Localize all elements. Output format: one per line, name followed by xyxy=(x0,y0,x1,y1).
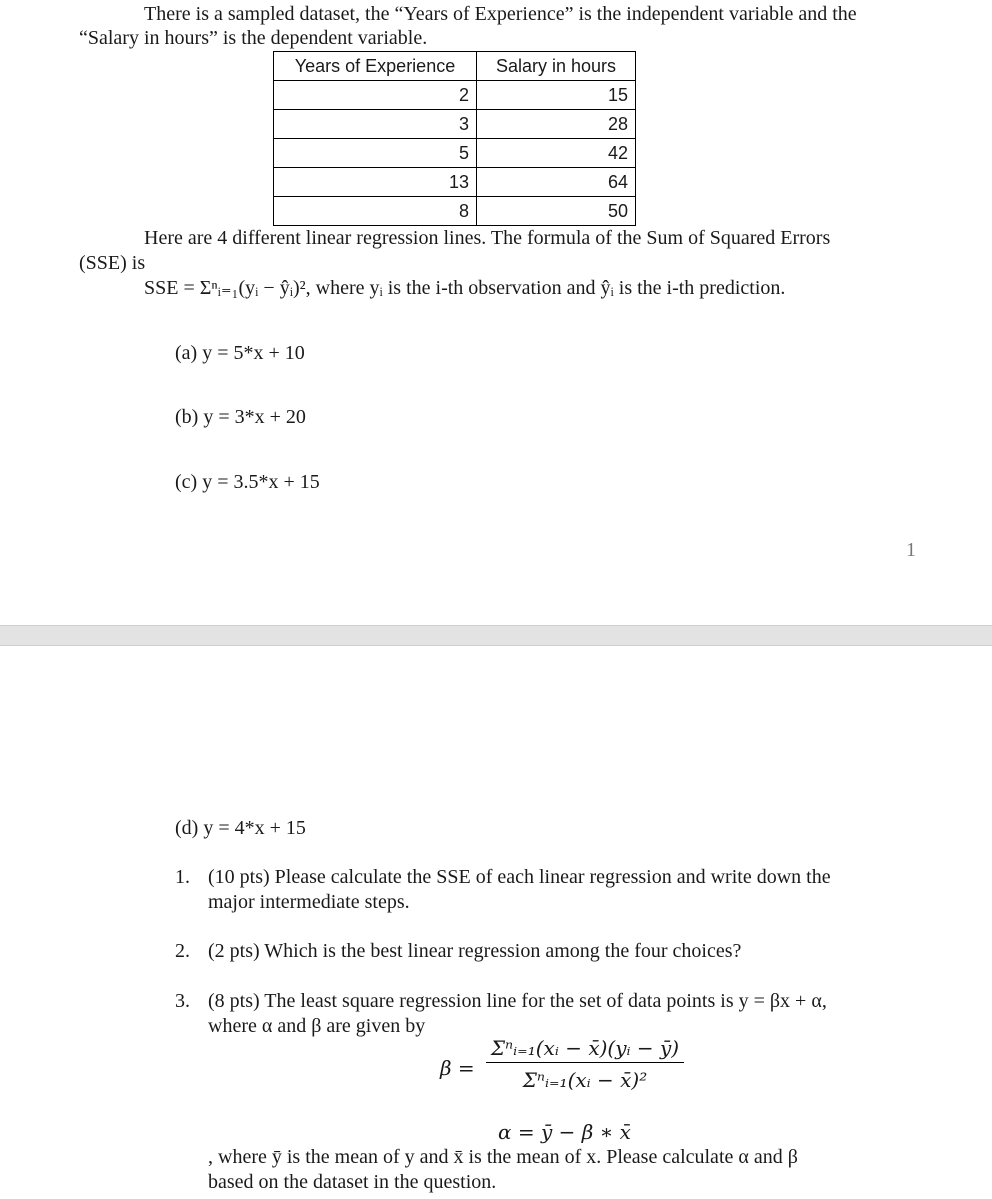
table-cell-years: 2 xyxy=(274,81,477,110)
table-cell-years: 3 xyxy=(274,110,477,139)
page-number: 1 xyxy=(906,539,916,561)
sse-formula: SSE = Σⁿᵢ₌₁(yᵢ − ŷᵢ)², where yᵢ is the i-th observation and ŷᵢ is the i-th prediction. xyxy=(144,277,786,299)
question-2-line-1: (2 pts) Which is the best linear regression among the four choices? xyxy=(208,940,742,962)
question-3-line-3: , where ȳ is the mean of y and x̄ is the mean of x. Please calculate α and β xyxy=(208,1146,798,1168)
option-d: (d) y = 4*x + 15 xyxy=(175,817,306,839)
beta-denominator: Σⁿᵢ₌₁(xᵢ − x̄)² xyxy=(522,1068,648,1092)
question-1-number: 1. xyxy=(175,866,190,888)
regression-intro-line-2: (SSE) is xyxy=(79,252,146,274)
beta-lhs: β = xyxy=(440,1056,475,1080)
table-row xyxy=(274,139,636,168)
table-cell-salary: 42 xyxy=(477,139,636,168)
document-page-2 xyxy=(0,646,992,1199)
question-3-line-1: (8 pts) The least square regression line for the set of data points is y = βx + α, xyxy=(208,990,827,1012)
option-c: (c) y = 3.5*x + 15 xyxy=(175,471,320,493)
intro-line-2: “Salary in hours” is the dependent variable. xyxy=(79,27,428,49)
table-row xyxy=(274,110,636,139)
table-row xyxy=(274,168,636,197)
table-cell-salary: 64 xyxy=(477,168,636,197)
column-header-salary: Salary in hours xyxy=(477,52,636,81)
beta-numerator: Σⁿᵢ₌₁(xᵢ − x̄)(yᵢ − ȳ) xyxy=(486,1036,684,1063)
table-cell-years: 5 xyxy=(274,139,477,168)
table-cell-years: 13 xyxy=(274,168,477,197)
column-header-years: Years of Experience xyxy=(274,52,477,81)
question-1-line-1: (10 pts) Please calculate the SSE of each linear regression and write down the xyxy=(208,866,831,888)
question-3-line-2: where α and β are given by xyxy=(208,1015,426,1037)
table-cell-years: 8 xyxy=(274,197,477,226)
table-cell-salary: 28 xyxy=(477,110,636,139)
option-b: (b) y = 3*x + 20 xyxy=(175,406,306,428)
intro-line-1: There is a sampled dataset, the “Years of Experience” is the independent variable and the xyxy=(144,3,857,25)
question-2-number: 2. xyxy=(175,940,190,962)
table-row xyxy=(274,197,636,226)
dataset-table xyxy=(273,51,636,226)
question-3-number: 3. xyxy=(175,990,190,1012)
table-header-row xyxy=(274,52,636,81)
question-1-line-2: major intermediate steps. xyxy=(208,891,410,913)
table-cell-salary: 15 xyxy=(477,81,636,110)
question-3-line-4: based on the dataset in the question. xyxy=(208,1171,497,1193)
alpha-formula: α = ȳ − β ∗ x̄ xyxy=(498,1120,631,1144)
page-separator xyxy=(0,625,992,646)
option-a: (a) y = 5*x + 10 xyxy=(175,342,305,364)
regression-intro-line-1: Here are 4 different linear regression lines. The formula of the Sum of Squared Errors xyxy=(144,227,831,249)
table-row xyxy=(274,81,636,110)
table-cell-salary: 50 xyxy=(477,197,636,226)
